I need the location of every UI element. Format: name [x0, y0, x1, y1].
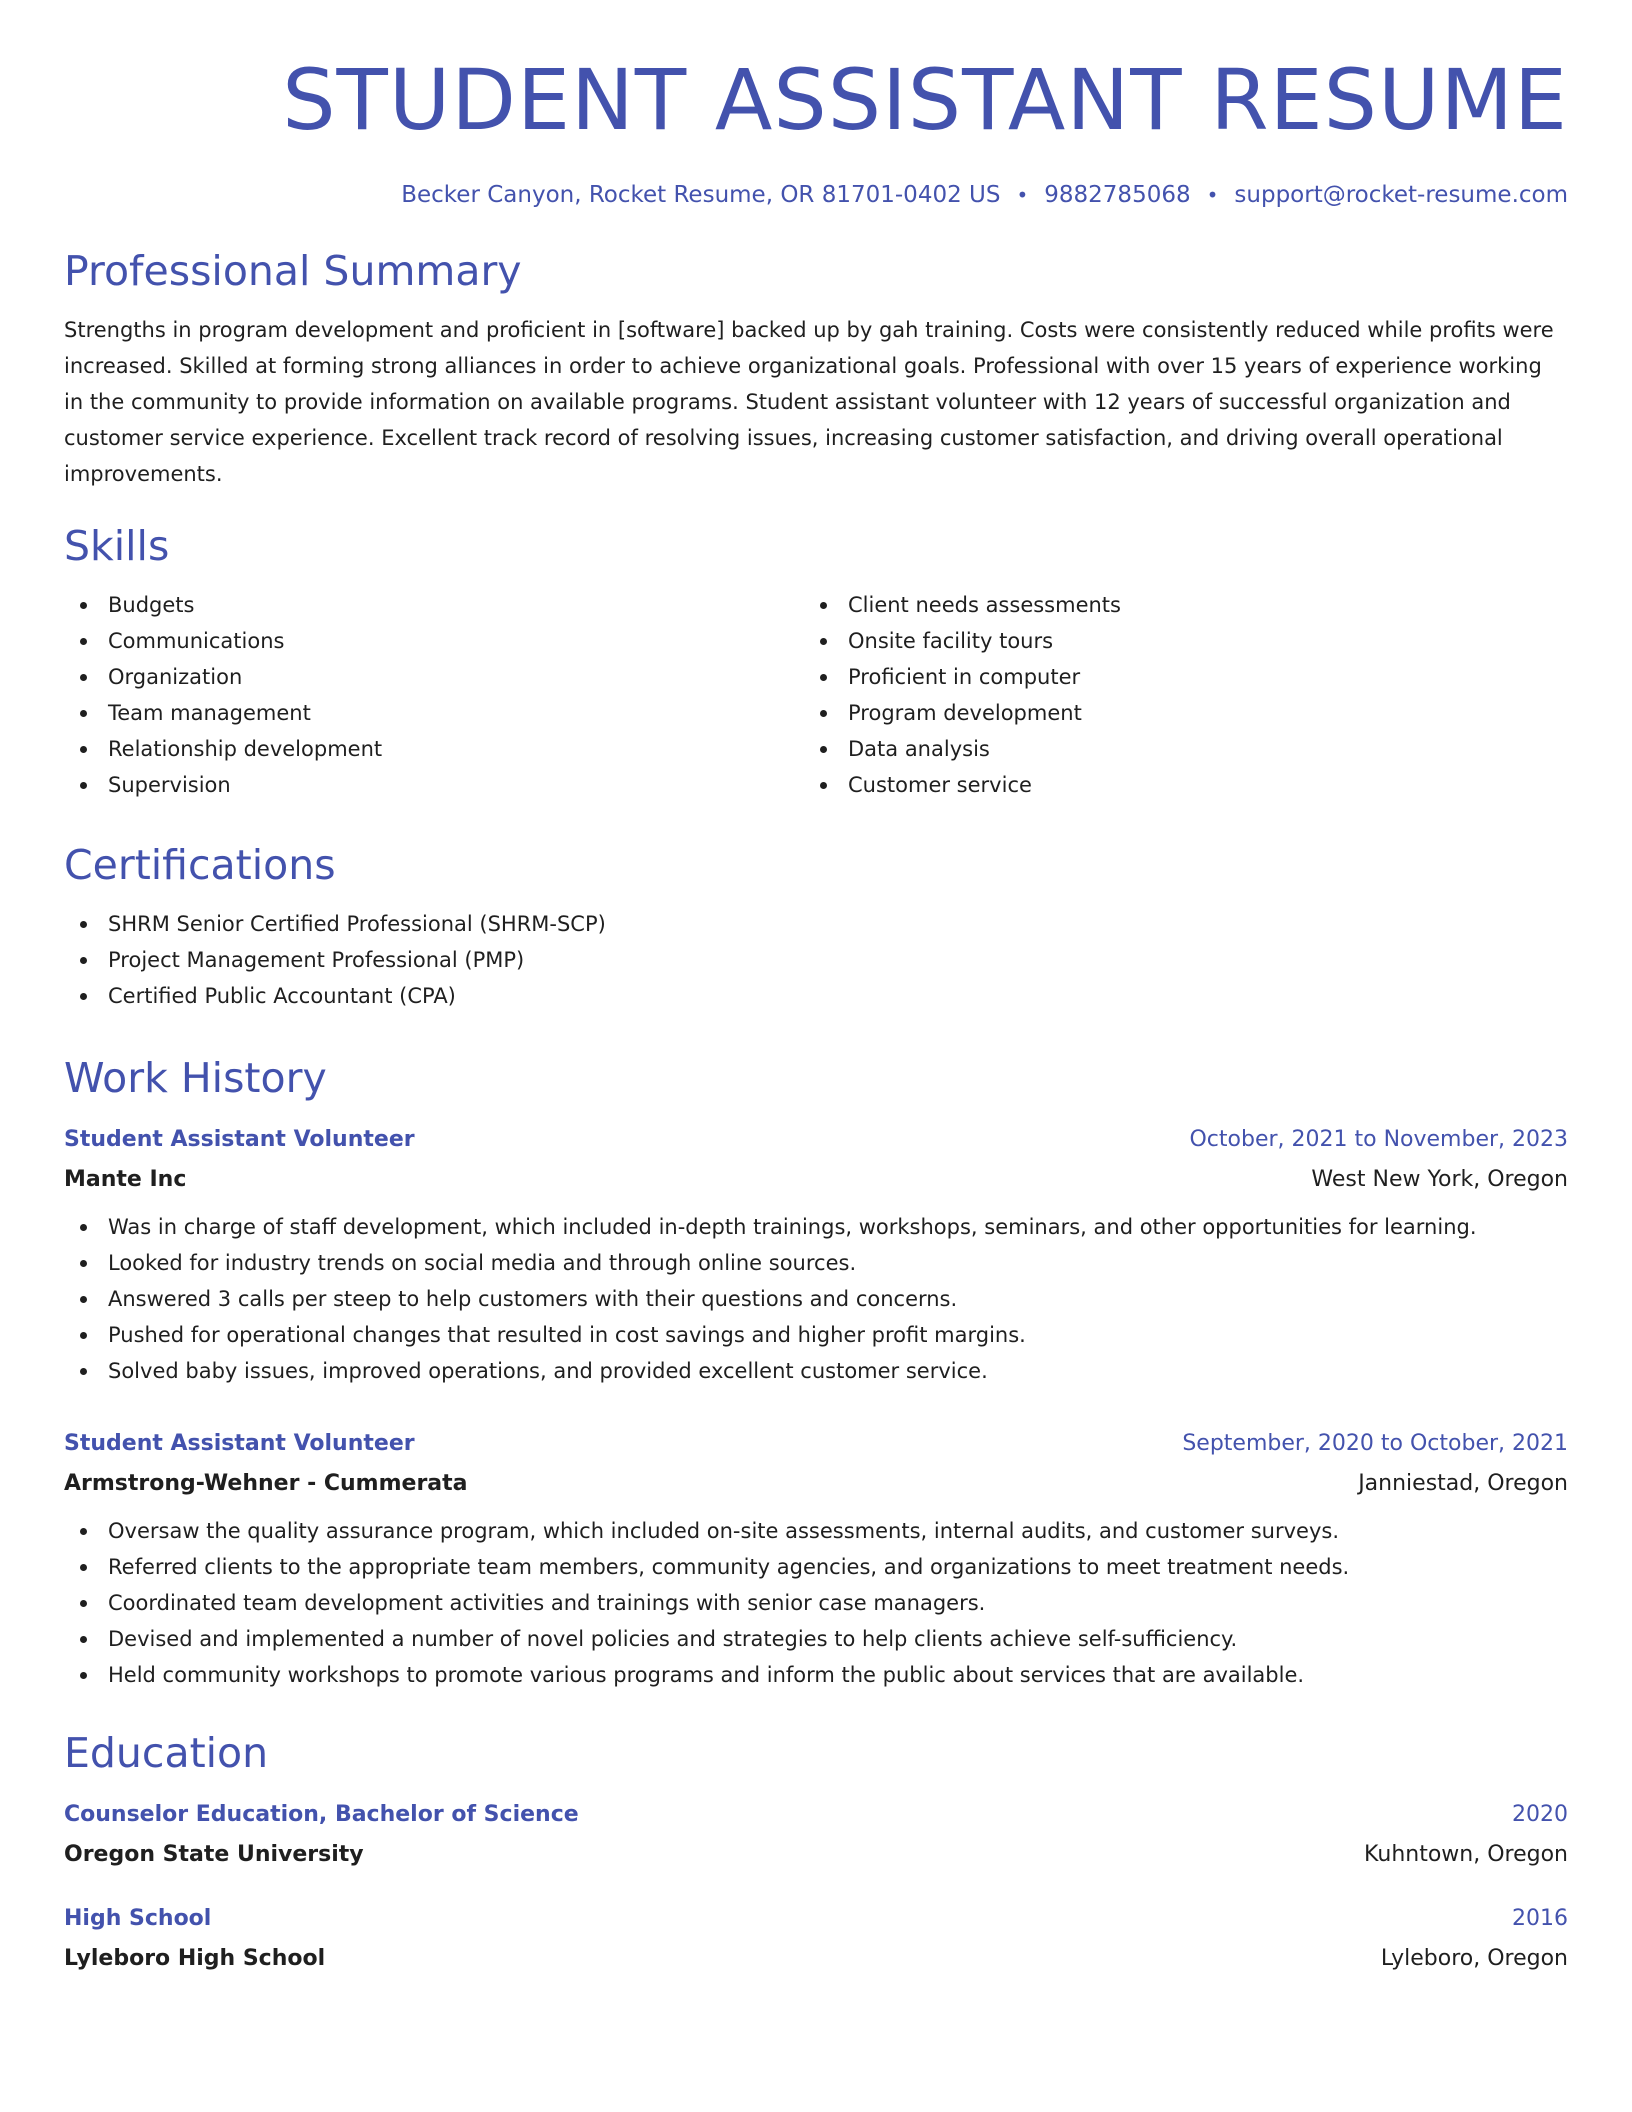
job-bullets	[64, 1513, 1568, 1693]
skills-left-list	[64, 587, 804, 803]
job-bullet: Devised and implemented a number of novel policies and strategies to help clients achieve self-sufficiency.	[64, 1621, 1568, 1657]
skill-item: Supervision	[64, 767, 804, 803]
skill-item: Onsite facility tours	[804, 623, 1544, 659]
job-bullet: Pushed for operational changes that resulted in cost savings and higher profit margins.	[64, 1317, 1568, 1353]
certification-item: SHRM Senior Certified Professional (SHRM-SCP)	[64, 906, 1568, 942]
job-title: Student Assistant Volunteer	[64, 1431, 415, 1456]
skill-item: Client needs assessments	[804, 587, 1544, 623]
skills-heading: Skills	[64, 522, 170, 570]
skills-section	[64, 522, 1568, 803]
certification-item: Project Management Professional (PMP)	[64, 942, 1568, 978]
job-bullet: Answered 3 calls per steep to help customers with their questions and concerns.	[64, 1281, 1568, 1317]
job-location: Janniestad, Oregon	[1358, 1471, 1568, 1496]
education-degree: High School	[64, 1906, 212, 1931]
job-bullet: Held community workshops to promote various programs and inform the public about services that are available.	[64, 1657, 1568, 1693]
summary-heading: Professional Summary	[64, 247, 522, 295]
certifications-section	[64, 841, 1568, 1014]
contact-line	[64, 184, 1568, 207]
summary-text: Strengths in program development and proficient in [software] backed up by gah training. Costs were consistently reduced while profits were increased. Skilled at forming strong alliances in order to achieve organizational goals. Professional with over 15 years of experience working in the community to provide information on available programs. Student assistant volunteer with 12 years of successful organization and customer service experience. Excellent track record of resolving issues, increasing customer satisfaction, and driving overall operational improvements.	[64, 318, 1554, 486]
skills-right-list	[804, 587, 1544, 803]
education-school: Oregon State University	[64, 1842, 364, 1867]
resume-title: STUDENT ASSISTANT RESUME	[282, 51, 1568, 149]
education-section	[64, 1729, 1568, 1974]
skill-item: Program development	[804, 695, 1544, 731]
job-company: Mante Inc	[64, 1167, 187, 1192]
job-dates: September, 2020 to October, 2021	[1182, 1431, 1568, 1456]
education-entry	[64, 1800, 1568, 1870]
job-company: Armstrong-Wehner - Cummerata	[64, 1471, 468, 1496]
certifications-list	[64, 906, 1568, 1014]
skill-item: Data analysis	[804, 731, 1544, 767]
job-bullet: Coordinated team development activities and trainings with senior case managers.	[64, 1585, 1568, 1621]
skill-item: Team management	[64, 695, 804, 731]
education-degree: Counselor Education, Bachelor of Science	[64, 1802, 579, 1827]
education-location: Lyleboro, Oregon	[1380, 1946, 1568, 1971]
education-location: Kuhntown, Oregon	[1364, 1842, 1568, 1867]
skills-columns	[64, 587, 1568, 803]
job-entry	[64, 1429, 1568, 1693]
education-year: 2020	[1512, 1802, 1568, 1827]
job-bullets	[64, 1209, 1568, 1389]
job-bullet: Referred clients to the appropriate team members, community agencies, and organizations to meet treatment needs.	[64, 1549, 1568, 1585]
certification-item: Certified Public Accountant (CPA)	[64, 978, 1568, 1014]
job-title: Student Assistant Volunteer	[64, 1127, 415, 1152]
contact-separator: •	[1016, 183, 1029, 207]
contact-email: support@rocket-resume.com	[1234, 182, 1568, 208]
education-entry	[64, 1904, 1568, 1974]
job-location: West New York, Oregon	[1311, 1167, 1568, 1192]
skill-item: Relationship development	[64, 731, 804, 767]
skill-item: Customer service	[804, 767, 1544, 803]
education-heading: Education	[64, 1729, 269, 1777]
job-dates: October, 2021 to November, 2023	[1189, 1127, 1568, 1152]
certifications-heading: Certifications	[64, 841, 336, 889]
job-entry	[64, 1125, 1568, 1389]
skill-item: Organization	[64, 659, 804, 695]
job-bullet: Oversaw the quality assurance program, which included on-site assessments, internal audits, and customer surveys.	[64, 1513, 1568, 1549]
skill-item: Budgets	[64, 587, 804, 623]
job-bullet: Looked for industry trends on social media and through online sources.	[64, 1245, 1568, 1281]
skill-item: Communications	[64, 623, 804, 659]
education-year: 2016	[1512, 1906, 1568, 1931]
work-history-heading: Work History	[64, 1054, 327, 1102]
education-school: Lyleboro High School	[64, 1946, 326, 1971]
contact-phone: 9882785068	[1044, 182, 1191, 208]
work-history-section	[64, 1054, 1568, 1693]
job-bullet: Solved baby issues, improved operations, and provided excellent customer service.	[64, 1353, 1568, 1389]
skill-item: Proficient in computer	[804, 659, 1544, 695]
contact-address: Becker Canyon, Rocket Resume, OR 81701-0402 US	[401, 182, 1001, 208]
summary-section	[64, 247, 1568, 492]
contact-separator: •	[1206, 183, 1219, 207]
job-bullet: Was in charge of staff development, which included in-depth trainings, workshops, seminars, and other opportunities for learning.	[64, 1209, 1568, 1245]
